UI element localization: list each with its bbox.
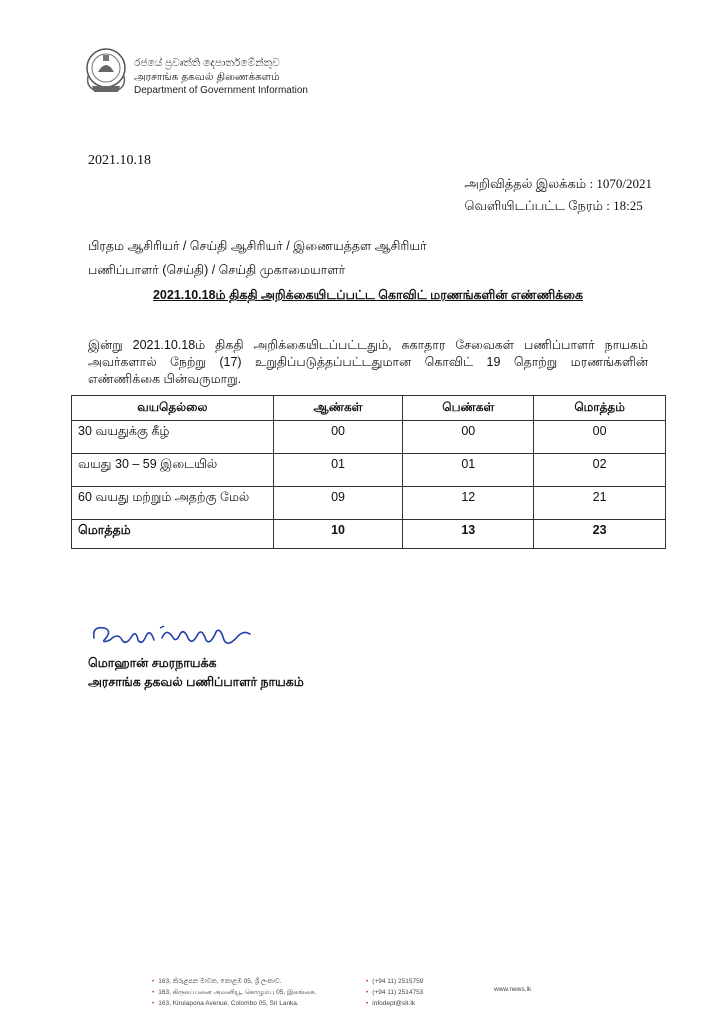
cell-total: 02 bbox=[534, 454, 666, 487]
intro-paragraph: இன்று 2021.10.18ம் திகதி அறிக்கையிடப்பட்டதும், சுகாதார சேவைகள் பணிப்பாளர் நாயகம் அவர்களால் நேற்று (17) உறுதிப்படுத்தப்பட்டதுமான கொவிட் 19 தொற்று மரணங்களின் எண்ணிக்கை பின்வருமாறு. bbox=[88, 338, 648, 386]
email-icon: • bbox=[366, 1000, 369, 1007]
email-address[interactable]: infodept@slt.lk bbox=[372, 1000, 416, 1007]
header-total: மொத்தம் bbox=[534, 396, 666, 421]
document-title: 2021.10.18ம் திகதி அறிக்கையிடப்பட்ட கொவிட் மரணங்களின் எண்ணிக்கை bbox=[152, 288, 583, 302]
recipients bbox=[88, 234, 427, 282]
total-female: 13 bbox=[403, 520, 534, 549]
release-time-value: 18:25 bbox=[613, 198, 643, 213]
table-row bbox=[72, 487, 666, 520]
fax-icon: • bbox=[366, 989, 369, 996]
cell-female: 00 bbox=[403, 421, 534, 454]
cell-age: 30 வயதுக்கு கீழ் bbox=[72, 421, 274, 454]
recipients-line-2: பணிப்பாளர் (செய்தி) / செய்தி முகாமையாளர் bbox=[88, 263, 346, 277]
address-sinhala: 163, කිරුළපන මාවත, කොළඹ 05, ශ්‍රී ලංකාව. bbox=[158, 978, 282, 985]
table-row bbox=[72, 454, 666, 487]
covid-deaths-table bbox=[71, 395, 666, 549]
fax-number: (+94 11) 2514753 bbox=[372, 989, 424, 996]
sri-lanka-emblem-icon bbox=[84, 46, 128, 98]
dept-name-sinhala: රජයේ ප්‍රවෘත්ති දෙපාර්තමේන්තුව bbox=[134, 57, 280, 69]
footer-contact bbox=[366, 976, 423, 1009]
cell-female: 12 bbox=[403, 487, 534, 520]
address-tamil: 163, கிருலப்பனை அவனியூ, கொழும்பு 05, இலங்கை. bbox=[158, 989, 317, 996]
header-age-range: வயதெல்லை bbox=[72, 396, 274, 421]
phone-number: (+94 11) 2515759 bbox=[372, 978, 424, 985]
signer-block bbox=[88, 654, 304, 692]
document-date: 2021.10.18 bbox=[88, 153, 151, 168]
cell-age: வயது 30 – 59 இடையில் bbox=[72, 454, 274, 487]
release-time-label: வெளியிடப்பட்ட நேரம் : bbox=[464, 198, 610, 213]
cell-male: 01 bbox=[273, 454, 403, 487]
phone-icon: • bbox=[366, 978, 369, 985]
signer-position: அரசாங்க தகவல் பணிப்பாளர் நாயகம் bbox=[88, 675, 304, 689]
dept-name-tamil: அரசாங்க தகவல் திணைக்களம் bbox=[134, 71, 280, 83]
notice-number-value: 1070/2021 bbox=[596, 176, 652, 191]
cell-male: 00 bbox=[273, 421, 403, 454]
cell-age: 60 வயது மற்றும் அதற்கு மேல் bbox=[72, 487, 274, 520]
department-header bbox=[134, 56, 308, 98]
total-male: 10 bbox=[273, 520, 403, 549]
handwritten-signature bbox=[88, 618, 258, 654]
recipients-line-1: பிரதம ஆசிரியர் / செய்தி ஆசிரியர் / இணையத்தள ஆசிரியர் bbox=[88, 239, 427, 253]
table-header-row bbox=[72, 396, 666, 421]
location-pin-icon: • bbox=[152, 978, 155, 985]
cell-total: 00 bbox=[534, 421, 666, 454]
signer-name: மொஹான் சமரநாயக்க bbox=[88, 656, 217, 670]
footer-address bbox=[152, 976, 317, 1009]
header-female: பெண்கள் bbox=[403, 396, 534, 421]
dept-name-english: Department of Government Information bbox=[134, 85, 308, 96]
table-total-row bbox=[72, 520, 666, 549]
table-row bbox=[72, 421, 666, 454]
total-label: மொத்தம் bbox=[72, 520, 274, 549]
reference-block bbox=[464, 173, 652, 217]
notice-number-label: அறிவித்தல் இலக்கம் : bbox=[464, 176, 594, 191]
location-pin-icon: • bbox=[152, 989, 155, 996]
address-english: 163, Kirulapona Avenue, Colombo 05, Sri Lanka. bbox=[158, 1000, 299, 1007]
cell-female: 01 bbox=[403, 454, 534, 487]
website-link[interactable]: www.news.lk bbox=[494, 986, 532, 993]
cell-male: 09 bbox=[273, 487, 403, 520]
location-pin-icon: • bbox=[152, 1000, 155, 1007]
header-male: ஆண்கள் bbox=[273, 396, 403, 421]
total-all: 23 bbox=[534, 520, 666, 549]
cell-total: 21 bbox=[534, 487, 666, 520]
